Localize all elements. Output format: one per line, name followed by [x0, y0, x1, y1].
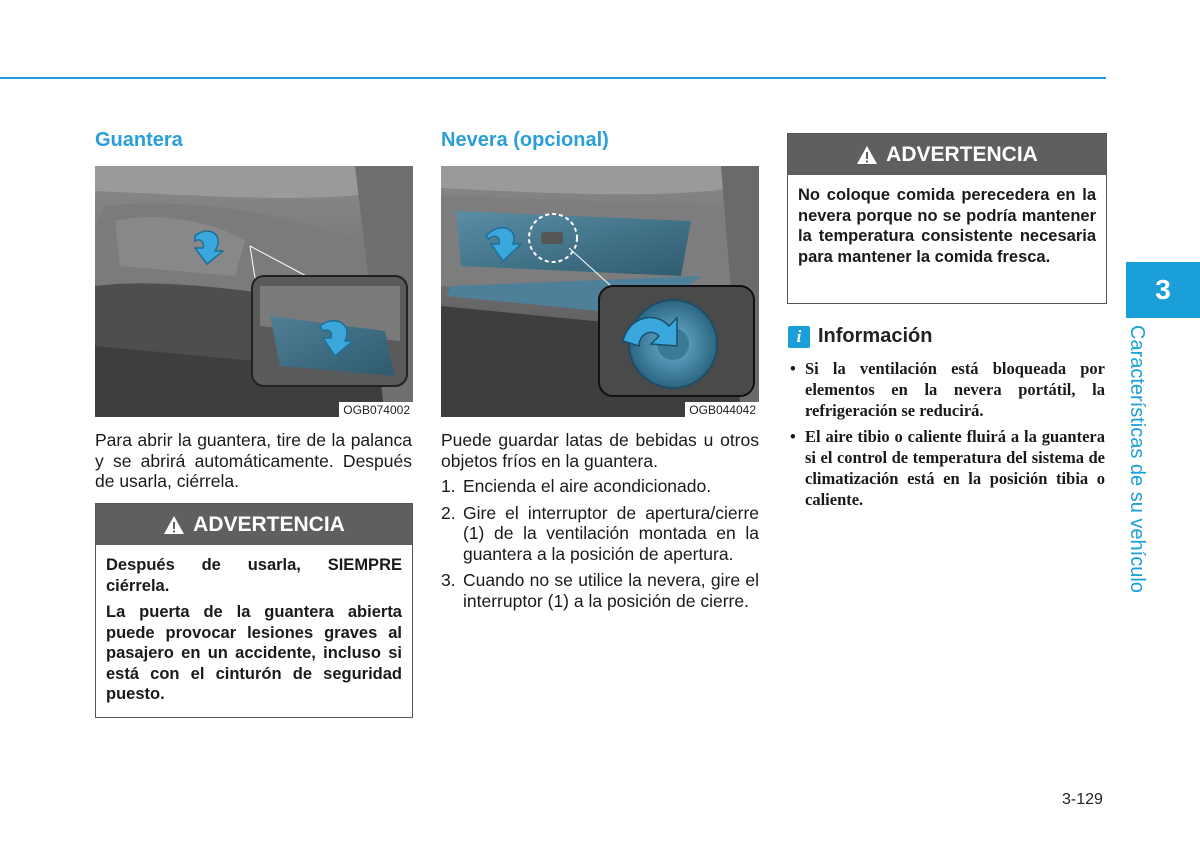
cooler-illustration: [441, 166, 759, 417]
header-rule: [0, 77, 1106, 79]
info-item: • Si la ventilación está bloqueada por elementos en la nevera portátil, la refrigeración se reducirá.: [790, 359, 1105, 420]
info-list: [788, 358, 1105, 515]
info-heading: [788, 325, 932, 348]
step-item: 3. Cuando no se utilice la nevera, gire el interruptor (1) a la posición de cierre.: [441, 570, 759, 611]
guantera-text: Para abrir la guantera, tire de la palanca y se abrirá automáticamente. Después de usarla, ciérrela.: [95, 430, 412, 491]
warning-body: [788, 175, 1106, 283]
section-title-guantera: Guantera: [95, 129, 183, 151]
warning-header: [96, 504, 412, 545]
step-item: 1. Encienda el aire acondicionado.: [441, 476, 712, 496]
warning-body: [96, 545, 412, 721]
warning-heading: ADVERTENCIA: [886, 142, 1038, 166]
section-title-nevera: Nevera (opcional): [441, 129, 609, 151]
warning-header: [788, 134, 1106, 175]
page-number: 3-129: [1062, 791, 1103, 808]
warning-heading: ADVERTENCIA: [193, 512, 345, 536]
glovebox-illustration: [95, 166, 413, 417]
nevera-text: Puede guardar latas de bebidas u otros objetos fríos en la guantera.: [441, 430, 759, 471]
step-item: 2. Gire el interruptor de apertura/cierre (1) de la ventilación montada en la guantera a la posición de apertura.: [441, 502, 759, 564]
warning-triangle-icon: [163, 515, 185, 535]
warning-triangle-icon: [856, 145, 878, 165]
chapter-number-tab: 3: [1126, 262, 1200, 318]
info-title: Información: [818, 325, 933, 347]
figure-code: OGB044042: [685, 402, 759, 417]
guantera-paragraph: [95, 430, 412, 492]
chapter-title: Características de su vehículo: [1126, 325, 1148, 593]
warning-box-guantera: [95, 503, 413, 718]
warning-text-1: Después de usarla, SIEMPRE ciérrela.: [106, 556, 402, 595]
warning-text-2: La puerta de la guantera abierta puede provocar lesiones graves al pasajero en un accidente, incluso si está con el cinturón de seguridad puesto.: [106, 603, 402, 703]
info-icon: i: [788, 326, 810, 348]
info-item: • El aire tibio o caliente fluirá a la guantera si el control de temperatura del sistema de climatización está en la posición tibia o caliente.: [790, 427, 1105, 509]
nevera-paragraph: [441, 430, 759, 471]
warning-text-1: No coloque comida perecedera en la nevera porque no se podría mantener la temperatura consistente necesaria para mantener la comida fresca.: [798, 186, 1096, 266]
nevera-steps: [441, 476, 759, 617]
figure-code: OGB074002: [339, 402, 413, 417]
warning-box-nevera: [787, 133, 1107, 304]
